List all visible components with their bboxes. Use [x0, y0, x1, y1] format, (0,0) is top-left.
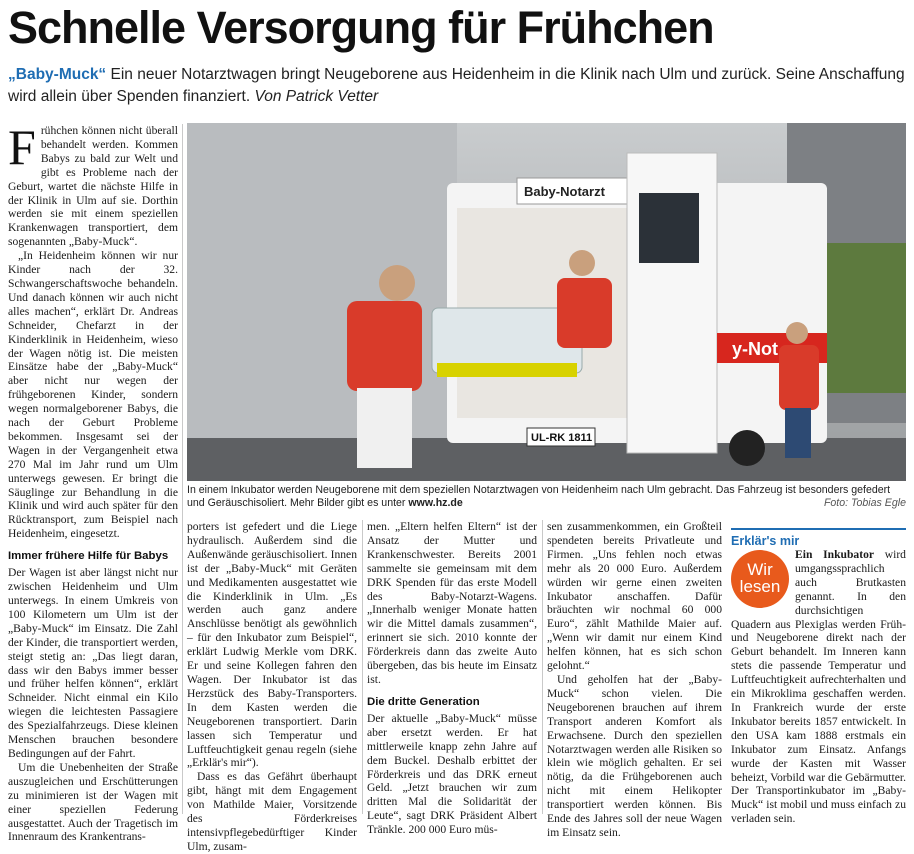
side-text: y-Not [732, 339, 778, 359]
column-2 [187, 520, 357, 854]
col3-paragraph-1: men. „Eltern helfen Eltern“ ist der Ansatz der Mutter und Krankenschwester. Bereits 2001 sammelte sie gemeinsam mit dem DRK Spenden für das erste Modell des Baby-Notarzt-Wagens. „Innerhalb weniger Monate hatten wir die Mittel damals zusammen“, erinnert sie sich. 2010 konnte der Förderkreis dann das zweite Auto übergeben, das bis heute im Einsatz ist. [367, 520, 537, 686]
paramedic-jacket [347, 301, 422, 391]
caption-text: In einem Inkubator werden Neugeborene mit dem speziellen Notarztwagen von Heidenheim nach Ulm gebracht. Das Fahrzeug ist besonders gefedert und Geräuschisoliert. Mehr Bilder gibt es unter [187, 484, 891, 509]
photo-credit: Foto: Tobias Egle [823, 497, 906, 509]
explainer-body: wird umgangssprachlich auch Brutkasten genannt. In den durchsichtigen Quadern aus Plexiglas werden Früh- und Neugeborene direkt nach der Geburt behandelt. Im Inneren kann stets die passende Temperatur und Luftfeuchtigkeit aufrechterhalten und ein Mikroklima geschaffen werden. In Frankreich wurde der erste Inkubator bereits 1857 entwickelt. In den USA kam 1888 erstmals ein Inkubator zum Einsatz. Anfangs wurde der Kasten mit Wasser beheizt, Vorbild war die Gebärmutter. Der Transportinkubator im „Baby-Muck“ ist mobil und muss einfach zu verladen sein. [731, 548, 906, 826]
col4-paragraph-2: Und geholfen hat der „Baby-Muck“ schon vielen. Die Neugeborenen brauchen auf ihrem Transport anderen Komfort als Erwachsene. Durch den speziellen Notarztwagen werden alle Risiken so klein wie möglich gehalten. Er sei nötig, da die Frühgeborenen auch nicht mit einem Helikopter transportiert werden können. Bis Ende des Jahres soll der neue Wagen im Einsatz sein. [547, 672, 722, 839]
deck-text: Ein neuer Notarztwagen bringt Neugeborene aus Heidenheim in die Klinik nach Ulm und zurück. Seine Anschaffung wird allein über Spenden finanziert. [8, 66, 905, 105]
sign-text: Baby-Notarzt [524, 184, 605, 199]
explainer-title: Erklär's mir [731, 528, 906, 548]
building-wall [187, 123, 457, 453]
col1-paragraph-3: Der Wagen ist aber längst nicht nur zwischen Heidenheim und Ulm unterwegs. In einem Umkreis von 100 Kilometern um Ulm ist der „Baby-Muck“ im Einsatz. Die Zahl der Kinder, die transportiert werden, steigt stetig an: „Das liegt daran, dass wir den Babys immer besser und früher helfen können“, erklärt Schneider. Nicht einmal ein Kilo wiegen die leichtesten Passagiere des Spezialfahrzeugs. Diese kleinen Menschen brauchen besondere Bedingungen auf der Fahrt. [8, 566, 178, 760]
kicker: „Baby-Muck“ [8, 66, 107, 83]
col2-paragraph-2: Dass es das Gefährt überhaupt gibt, hängt mit dem Engagement von Mathilde Maier, Vorsitzende des Förderkreises intensivpflegebedürftiger Kinder Ulm, zusam- [187, 770, 357, 853]
column-4 [547, 520, 722, 840]
photo-ambulance [187, 123, 906, 481]
column-divider [182, 124, 183, 814]
ambulance-illustration [187, 123, 906, 481]
byline: Von Patrick Vetter [254, 88, 379, 105]
col3-paragraph-2: Der aktuelle „Baby-Muck“ müsse aber ersetzt werden. Er hat mittlerweile knapp zehn Jahre auf dem Buckel. Deshalb erbittet der Förderkreis und das DRK erneut Geld. „Jetzt brauchen wir zum dritten Mal die Solidarität der Leute“, sagt DRK Präsident Albert Tränkle. 200 000 Euro müs- [367, 711, 537, 837]
column-divider [542, 520, 543, 814]
column-1 [8, 119, 178, 844]
explainer-box [731, 548, 906, 826]
badge-line-1: Wir [747, 560, 773, 579]
subheading-1: Immer frühere Hilfe für Babys [8, 550, 169, 563]
explainer-lead: Ein Inkubator [795, 548, 875, 561]
photo-caption [187, 484, 906, 510]
deck [8, 64, 908, 108]
col2-paragraph-1: porters ist gefedert und die Liege hydraulisch. Außerdem sind die Außenwände geräuschisoliert. Innen ist der „Baby-Muck“ mit Geräten und Medikamenten ausgestattet wie die Kinderklinik in Ulm. „Es werden auch ganz andere Anschlüsse benötigt als gewöhnlich – für den Inkubator zum Beispiel“, erklärt Ludwig Merkle vom DRK. Er und seine Kollegen fahren den Wagen. Der Inkubator ist das Herzstück des Baby-Transporters. In dem Kasten werden die Neugeborenen transportiert. Darin lassen sich Temperatur und Luftfeuchtigkeit genau regeln (siehe „Erklär's mir“). [187, 520, 357, 770]
headline: Schnelle Versorgung für Frühchen [8, 2, 714, 53]
license-plate: UL-RK 1811 [531, 432, 593, 444]
subheading-2: Die dritte Generation [367, 695, 480, 708]
badge-line-2: lesen [739, 577, 781, 596]
column-3 [367, 520, 537, 837]
col1-paragraph-1: rühchen können nicht überall behandelt werden. Kommen Babys zu bald zur Welt und gibt es Probleme nach der Geburt, wartet die nächste Hilfe in der Klinik in Ulm auf sie. Dorthin werden sie mit einem speziellen Krankenwagen transportiert, dem sogenannten „Baby-Muck“. [8, 124, 178, 249]
col1-paragraph-2: „In Heidenheim können wir nur Kinder nach der 32. Schwangerschaftswoche behandeln. Und danach können wir auch nicht alles machen“, erklärt Dr. Andreas Schneider, Chefarzt in der Kinderklinik in Heidenheim, wieso der Wagen nötig ist. Die meisten Einsätze habe der „Baby-Muck“ aber nicht nur wegen der frühgeborenen Kinder, sondern wegen normalgeborener Babys, die nach der Geburt Probleme bekommen. Insgesamt sei der Wagen in der Vergangenheit etwa 270 Mal im Jahr rund um Ulm unterwegs gewesen. Er bringt die Säuglinge zur Behandlung in die Klinik und wird auch später für den Rücktransport, zum Beispiel nach Heidenheim, eingesetzt. [8, 249, 178, 541]
wir-lesen-badge [731, 550, 789, 608]
col4-paragraph-1: sen zusammenkommen, ein Großteil spendeten bereits Privatleute und Firmen. „Uns fehlen noch etwas mehr als 20 000 Euro. Außerdem würden wir gerne einen zweiten Inkubator anschaffen. Dafür bräuchten wir nochmal 60 000 Euro“, zählt Mathilde Maier auf. „Wenn wir damit nur einem Kind helfen können, hat es sich schon gelohnt.“ [547, 520, 722, 673]
column-divider [362, 520, 363, 814]
dropcap: F [8, 119, 36, 175]
col1-paragraph-4: Um die Unebenheiten der Straße auszugleichen und Erschütterungen zu minimieren ist der Wagen mit einer speziellen Federung ausgestattet. Auch der Tragetisch im Innenraum des Krankentrans- [8, 760, 178, 844]
caption-link[interactable]: www.hz.de [408, 497, 463, 509]
